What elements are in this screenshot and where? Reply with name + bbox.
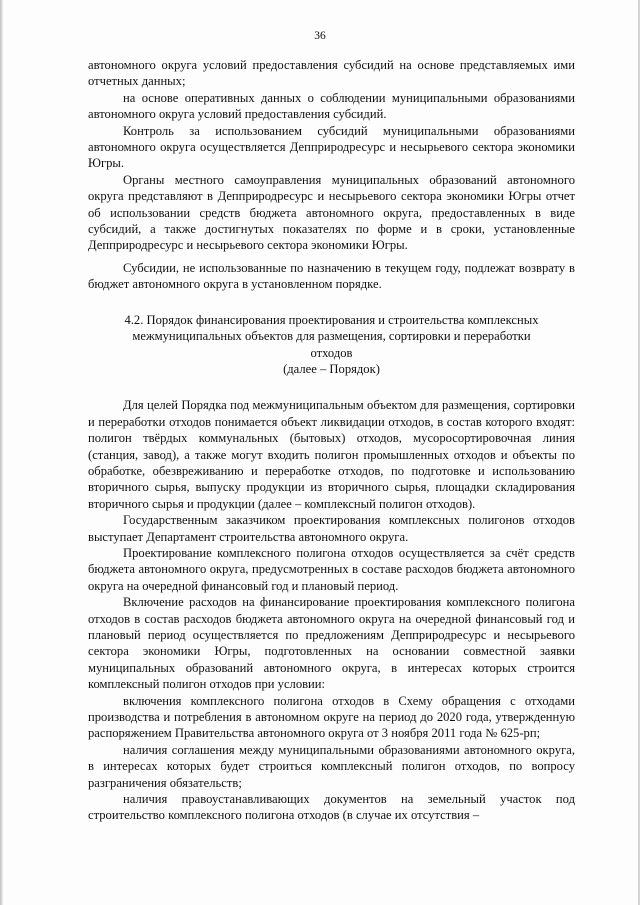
paragraph: автономного округа условий предоставления субсидий на основе представляемых ими отчетных данных; — [88, 58, 575, 89]
paragraph: включения комплексного полигона отходов в Схему обращения с отходами производства и потребления в автономном округе на период до 2020 года, утвержденную распоряжением Правительства автономного округа от 3 ноября 2011 года № 625-рп; — [88, 693, 575, 741]
paragraph: наличия правоустанавливающих документов на земельный участок под строительство комплексного полигона отходов (в случае их отсутствия – — [88, 792, 575, 823]
document-body — [88, 57, 575, 824]
paragraph: Государственным заказчиком проектирования комплексных полигонов отходов выступает Департамент строительства автономного округа. — [88, 513, 575, 544]
heading-line: межмуниципальных объектов для размещения, сортировки и переработки — [132, 329, 531, 344]
paragraph: наличия соглашения между муниципальными образованиями автономного округа, в интересах которых будет строиться комплексный полигон отходов, по вопросу разграничения обязательств; — [88, 742, 575, 790]
paragraph: Включение расходов на финансирование проектирования комплексного полигона отходов в состав расходов бюджета автономного округа на очередной финансовый год и плановый период осуществляется по предложениям Депприродресурс и несырьевого сектора экономики Югры, подготовленных на основании совместной заявки муниципальных образований автономного округа, в интересах которых строится комплексный полигон отходов при условии: — [88, 595, 575, 692]
heading-line: отходов — [310, 345, 353, 360]
paragraph: Контроль за использованием субсидий муниципальными образованиями автономного округа осуществляется Депприродресурс и несырьевого сектора экономики Югры. — [88, 123, 575, 171]
heading-line: 4.2. Порядок финансирования проектирования и строительства комплексных — [124, 312, 539, 327]
paragraph: Субсидии, не использованные по назначению в текущем году, подлежат возврату в бюджет автономного округа в установленном порядке. — [88, 260, 575, 292]
paragraph: Органы местного самоуправления муниципальных образований автономного округа представляют в Депприродресурс и несырьевого сектора экономики Югры отчет об использовании средств бюджета автономного округа, предоставленных в виде субсидий, а также достигнутых показателях по форме и в сроки, установленные Депприродресурс и несырьевого сектора экономики Югры. — [88, 172, 575, 253]
scan-edge-left — [0, 0, 3, 905]
heading-line: (далее – Порядок) — [283, 361, 380, 376]
paragraph: на основе оперативных данных о соблюдении муниципальными образованиями автономного округа условий предоставления субсидий. — [88, 90, 575, 122]
paragraph: Проектирование комплексного полигона отходов осуществляется за счёт средств бюджета автономного округа, предусмотренных в составе расходов бюджета автономного округа на очередной финансовый год и плановый период. — [88, 545, 575, 593]
page-number: 36 — [314, 30, 326, 42]
paragraph: Для целей Порядка под межмуниципальным объектом для размещения, сортировки и переработки отходов понимается объект ликвидации отходов, в состав которого входят: полигон твёрдых коммунальных (бытовых) отходов, мусоросортировочная линия (станция, завод), а также могут входить полигон промышленных отходов и объекты по обработке, обезвреживанию и переработке отходов, по подготовке и использованию вторичного сырья, выпуску продукции из вторичного сырья, площадки складирования вторичного сырья и продукции (далее – комплексный полигон отходов). — [88, 398, 575, 511]
section-heading — [88, 312, 575, 378]
